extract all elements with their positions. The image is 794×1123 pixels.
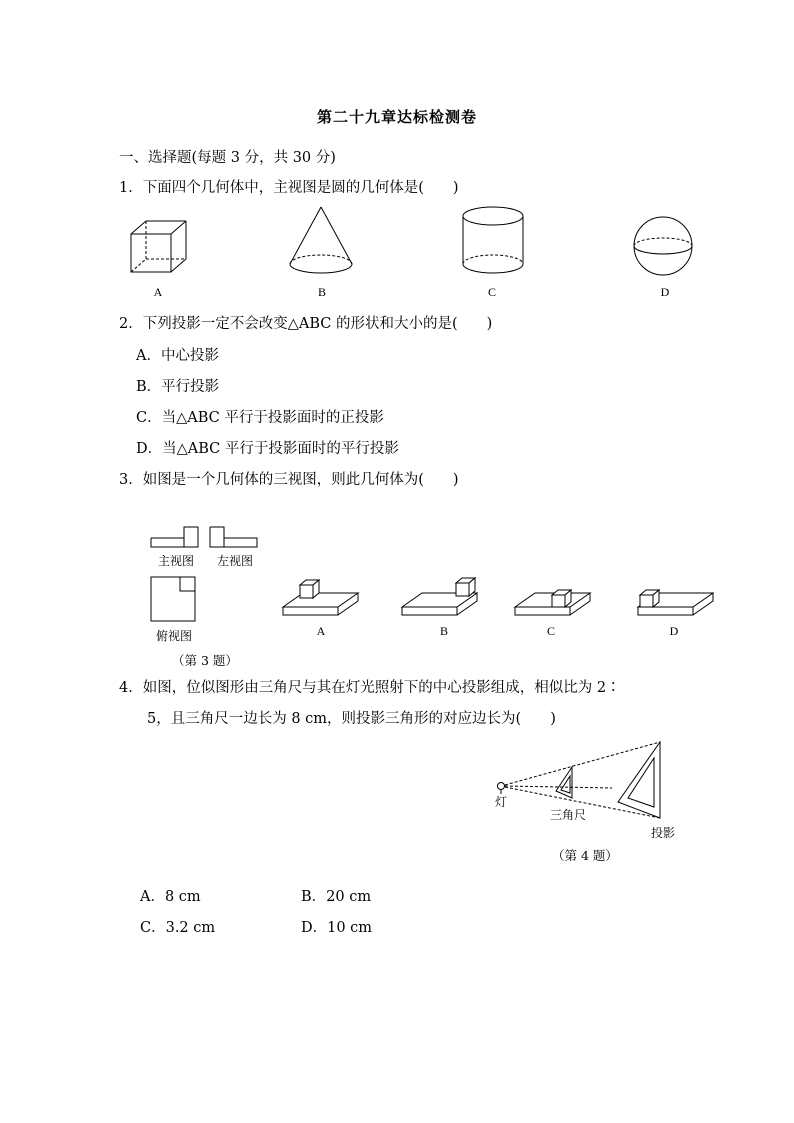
q4-option-b: B．20 cm [301,889,372,905]
page-title: 第二十九章达标检测卷 [316,108,477,126]
q4-projection-label: 投影 [650,826,675,840]
q2-option-c: C．当△ABC 平行于投影面时的正投影 [136,410,384,426]
q4-caption: （第 4 题） [552,848,618,863]
q3-label-b: B [439,624,448,638]
q3-option-c-figure [514,576,592,621]
section-heading: 一、选择题(每题 3 分，共 30 分) [119,150,336,166]
q3-option-d-figure [637,576,715,621]
q4-lamp-label: 灯 [494,795,507,809]
q4-stem-line1: 4．如图，位似图形由三角尺与其在灯光照射下的中心投影组成，相似比为 2∶ [119,680,621,696]
q1-cone-figure [288,206,354,276]
q4-option-c: C．3.2 cm [140,920,216,936]
q3-front-view-label: 主视图 [157,554,194,568]
q3-caption: （第 3 题） [172,653,238,668]
q3-left-view [209,526,261,548]
q3-label-d: D [669,624,679,638]
q1-label-d: D [660,285,670,299]
q4-option-a: A．8 cm [140,889,201,905]
q1-label-b: B [317,285,326,299]
q3-option-a-figure [282,576,360,621]
q3-label-a: A [316,624,326,638]
q4-option-d: D．10 cm [301,920,373,936]
q2-stem: 2．下列投影一定不会改变△ABC 的形状和大小的是( ) [119,316,493,332]
q1-stem: 1．下面四个几何体中，主视图是圆的几何体是( ) [119,180,459,196]
q2-option-b: B．平行投影 [136,379,220,395]
q3-option-b-figure [401,576,479,621]
q3-front-view [150,526,202,548]
q2-option-a: A．中心投影 [136,348,219,364]
q4-ruler-label: 三角尺 [549,808,586,822]
q3-stem: 3．如图是一个几何体的三视图，则此几何体为( ) [119,472,459,488]
q3-top-view [150,576,196,622]
q3-left-view-label: 左视图 [216,554,253,568]
q1-sphere-figure [630,216,696,276]
q3-top-view-label: 俯视图 [155,629,192,643]
q1-label-a: A [153,285,163,299]
q4-stem-line2: 5，且三角尺一边长为 8 cm，则投影三角形的对应边长为( ) [147,711,556,727]
q1-cube-figure [130,220,190,275]
q3-label-c: C [546,624,555,638]
q1-label-c: C [487,285,496,299]
q2-option-d: D．当△ABC 平行于投影面时的平行投影 [136,441,399,457]
q1-cylinder-figure [461,206,525,276]
